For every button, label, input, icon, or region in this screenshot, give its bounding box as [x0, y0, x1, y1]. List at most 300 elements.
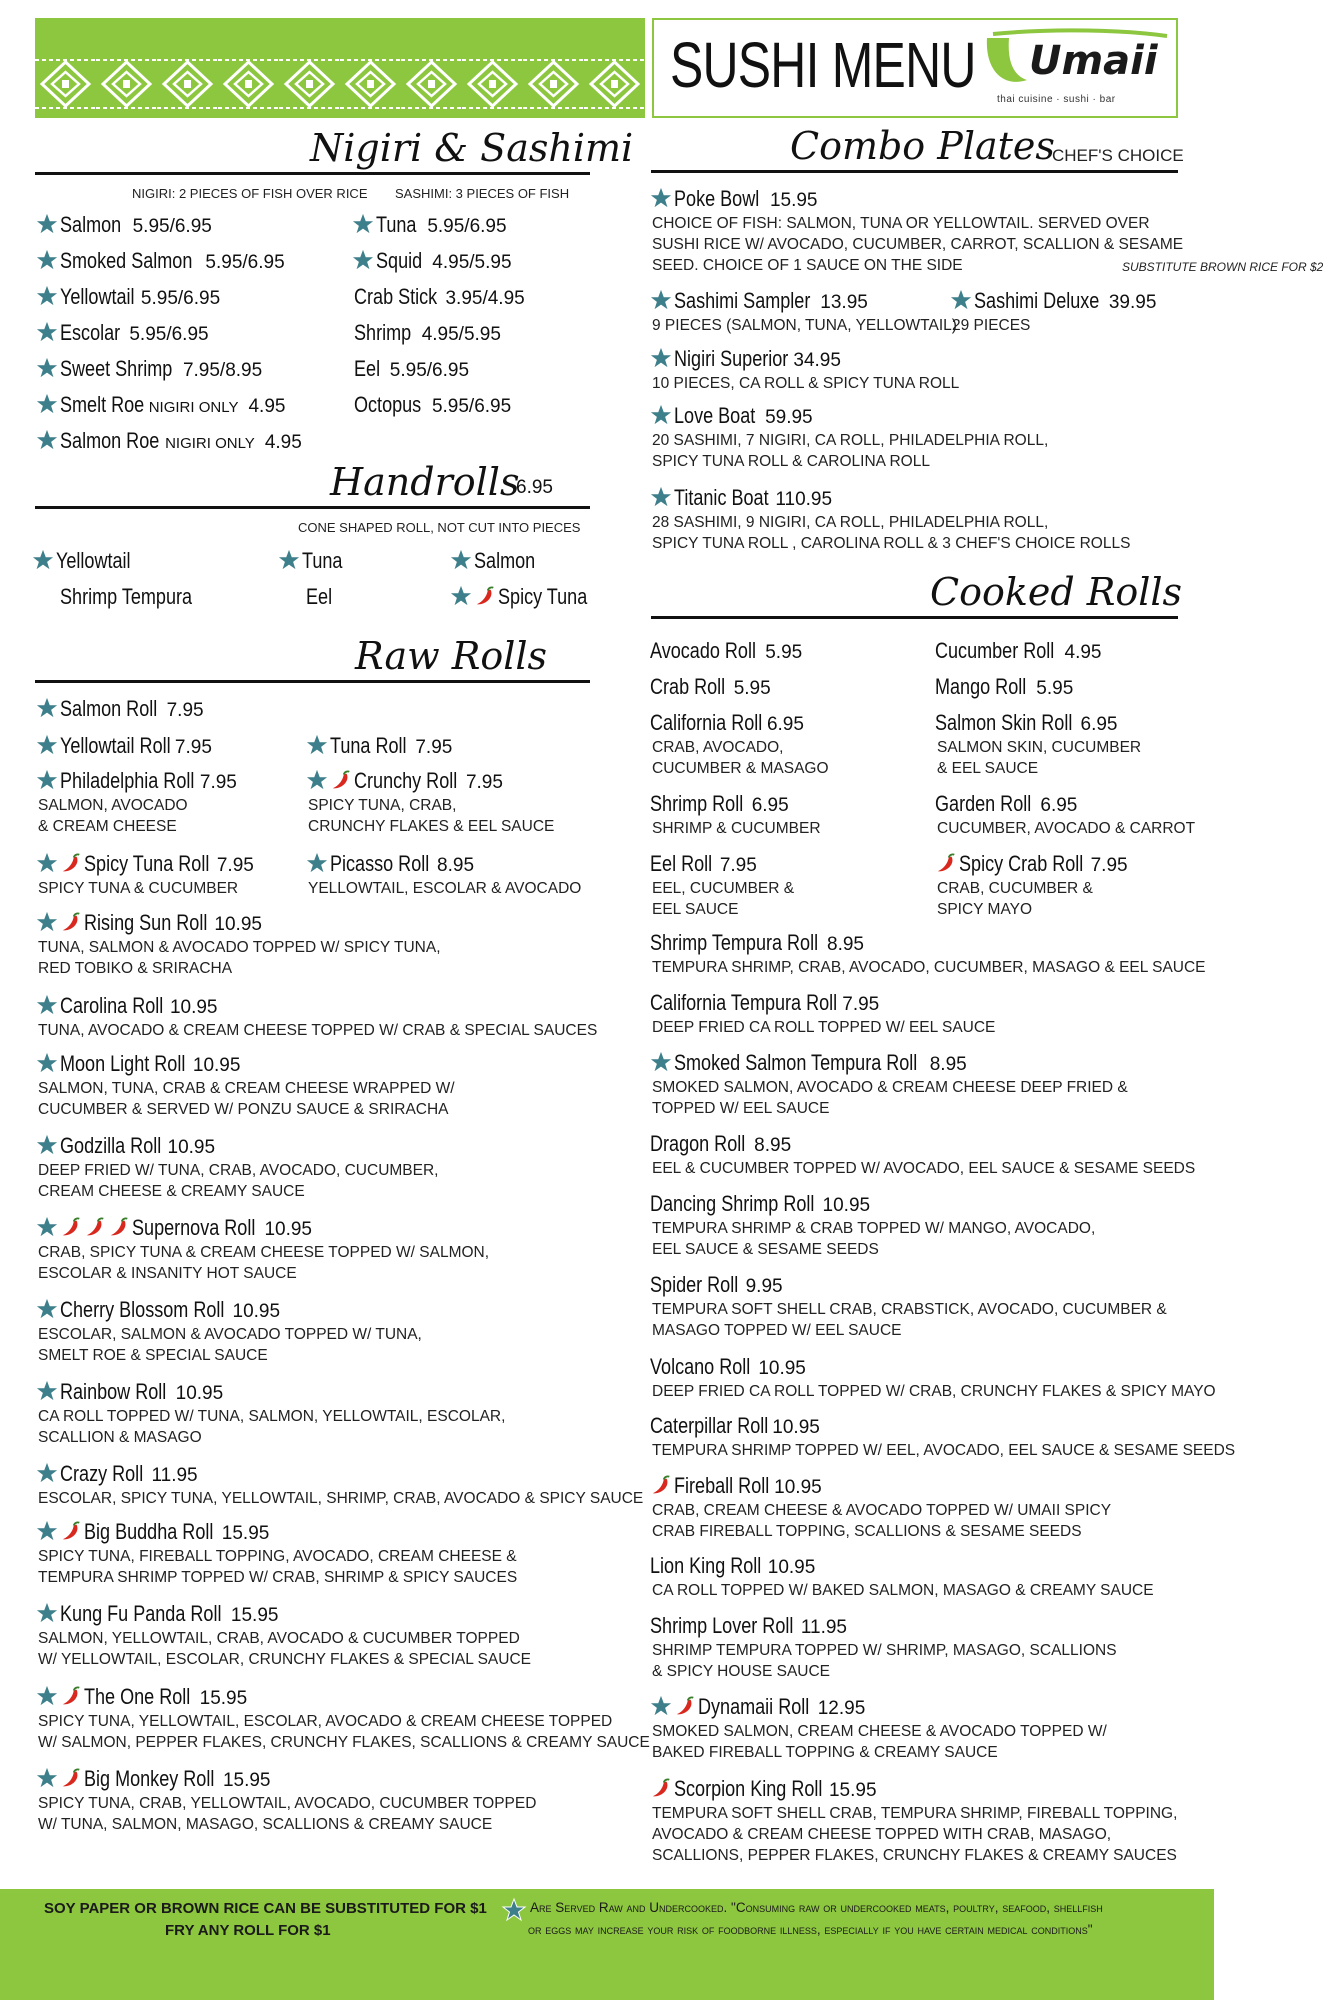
- cooked-roll-item: [650, 1413, 820, 1439]
- item-price: 5.95/6.95: [140, 288, 221, 309]
- chili-pepper-icon: [60, 1216, 82, 1238]
- chili-pepper-icon: [330, 769, 352, 791]
- item-description: SPICY TUNA, FIREBALL TOPPING, AVOCADO, CREAM CHEESE &: [38, 1548, 517, 1565]
- chili-pepper-icon: [935, 852, 957, 874]
- raw-roll-item: [36, 1766, 271, 1792]
- item-name: Salmon: [60, 212, 122, 237]
- item-description: BAKED FIREBALL TOPPING & CREAMY SAUCE: [652, 1744, 998, 1761]
- item-name: Salmon Roll: [60, 696, 158, 721]
- item-description: ESCOLAR, SPICY TUNA, YELLOWTAIL, SHRIMP, CRAB, AVOCADO & SPICY SAUCE: [38, 1490, 644, 1507]
- item-price: 13.95: [820, 292, 868, 313]
- item-name: California Roll: [650, 710, 763, 735]
- star-icon: [650, 1695, 672, 1717]
- item-name: The One Roll: [84, 1684, 191, 1709]
- item-description: SPICY TUNA & CUCUMBER: [38, 880, 239, 897]
- item-description: & SPICY HOUSE SAUCE: [652, 1663, 831, 1680]
- item-description: RED TOBIKO & SRIRACHA: [38, 960, 233, 977]
- item-price: 39.95: [1108, 292, 1157, 313]
- cooked-roll-item: [935, 638, 1101, 664]
- cooked-roll-item: [650, 1694, 865, 1720]
- item-price: 34.95: [793, 350, 841, 371]
- item-price: 5.95: [1036, 678, 1074, 699]
- item-name: Caterpillar Roll: [650, 1413, 769, 1438]
- item-price: 5.95/6.95: [205, 252, 285, 273]
- section-heading-raw-rolls: Raw Rolls: [355, 634, 548, 678]
- chili-pepper-icon: [650, 1777, 672, 1799]
- item-price: 15.95: [828, 1780, 877, 1801]
- item-name: Crab Roll: [650, 674, 726, 699]
- item-description: 10 PIECES, CA ROLL & SPICY TUNA ROLL: [652, 375, 960, 392]
- star-icon: [36, 852, 58, 874]
- item-name: Nigiri Superior: [674, 346, 789, 371]
- item-price: 10.95: [822, 1195, 871, 1216]
- raw-roll-item: [36, 1051, 240, 1077]
- item-price: 110.95: [775, 489, 833, 510]
- item-description: CUCUMBER & MASAGO: [652, 760, 829, 777]
- handrolls-price: 6.95: [516, 477, 553, 498]
- nigiri-item: [36, 356, 262, 382]
- item-name: Crab Stick: [354, 284, 438, 309]
- item-name: Escolar: [60, 320, 121, 345]
- item-description: DEEP FRIED CA ROLL TOPPED W/ CRAB, CRUNCHY FLAKES & SPICY MAYO: [652, 1383, 1216, 1400]
- item-price: 6.95: [1040, 795, 1078, 816]
- item-description: TEMPURA SOFT SHELL CRAB, CRABSTICK, AVOCADO, CUCUMBER &: [652, 1301, 1167, 1318]
- section-heading-nigiri-rule: [35, 172, 590, 175]
- combo-item: [650, 186, 818, 212]
- star-icon: [36, 769, 58, 791]
- cooked-roll-item: [650, 990, 879, 1016]
- raw-roll-item: [306, 733, 452, 759]
- item-description: TOPPED W/ EEL SAUCE: [652, 1100, 830, 1117]
- star-icon: [36, 911, 58, 933]
- item-description: SPICY TUNA, YELLOWTAIL, ESCOLAR, AVOCADO & CREAM CHEESE TOPPED: [38, 1713, 613, 1730]
- item-name: Dynamaii Roll: [698, 1694, 810, 1719]
- handroll-item: [450, 548, 537, 574]
- item-description: CRUNCHY FLAKES & EEL SAUCE: [308, 818, 555, 835]
- item-price: 10.95: [169, 997, 218, 1018]
- item-name: Picasso Roll: [330, 851, 430, 876]
- item-description: SCALLION & MASAGO: [38, 1429, 202, 1446]
- item-description: 29 PIECES: [952, 317, 1031, 334]
- item-name: Eel Roll: [650, 851, 713, 876]
- item-description: & CREAM CHEESE: [38, 818, 177, 835]
- item-name: Dragon Roll: [650, 1131, 746, 1156]
- item-price: 15.95: [769, 190, 818, 211]
- item-price: 6.95: [1080, 714, 1118, 735]
- item-price: 5.95: [765, 642, 803, 663]
- footer-fry-note: FRY ANY ROLL FOR $1: [165, 1922, 331, 1939]
- item-price: 10.95: [175, 1383, 224, 1404]
- item-name: Sweet Shrimp: [60, 356, 173, 381]
- section-heading-combo: Combo Plates: [790, 124, 1055, 168]
- item-description: SMELT ROE & SPECIAL SAUCE: [38, 1347, 268, 1364]
- item-price: 7.95: [1090, 855, 1128, 876]
- cooked-roll-item: [650, 1776, 877, 1802]
- item-price: 15.95: [199, 1688, 248, 1709]
- star-icon: [36, 1052, 58, 1074]
- cooked-roll-item: [935, 851, 1128, 877]
- raw-roll-item: [36, 910, 262, 936]
- star-icon: [306, 852, 328, 874]
- item-price: 8.95: [437, 855, 475, 876]
- item-description: 9 PIECES (SALMON, TUNA, YELLOWTAIL): [652, 317, 957, 334]
- item-name: Fireball Roll: [674, 1473, 770, 1498]
- star-icon: [306, 734, 328, 756]
- item-name: Godzilla Roll: [60, 1133, 162, 1158]
- item-description: EEL, CUCUMBER &: [652, 880, 795, 897]
- item-name: Philadelphia Roll: [60, 768, 195, 793]
- handroll-item: [450, 584, 587, 610]
- chili-pepper-icon: [84, 1216, 106, 1238]
- item-name: Crazy Roll: [60, 1461, 144, 1486]
- item-price: 10.95: [232, 1301, 281, 1322]
- item-price: 15.95: [221, 1523, 270, 1544]
- item-description: SALMON SKIN, CUCUMBER: [937, 739, 1142, 756]
- item-price: 5.95: [733, 678, 771, 699]
- item-price: 3.95/4.95: [445, 288, 525, 309]
- item-price: 4.95: [248, 396, 286, 417]
- item-description: SPICY TUNA ROLL & CAROLINA ROLL: [652, 453, 930, 470]
- item-price: 59.95: [765, 407, 813, 428]
- item-description: EEL SAUCE: [652, 901, 739, 918]
- item-description: W/ SALMON, PEPPER FLAKES, CRUNCHY FLAKES, SCALLIONS & CREAMY SAUCE: [38, 1734, 650, 1751]
- item-description: SMOKED SALMON, AVOCADO & CREAM CHEESE DEEP FRIED &: [652, 1079, 1128, 1096]
- star-icon: [278, 549, 300, 571]
- item-name: Smelt Roe: [60, 392, 145, 417]
- star-icon: [32, 549, 54, 571]
- star-icon: [36, 1602, 58, 1624]
- star-icon: [650, 187, 672, 209]
- item-name: Titanic Boat: [674, 485, 769, 510]
- star-icon: [450, 585, 472, 607]
- item-price: 11.95: [151, 1465, 198, 1486]
- page-title: SUSHI MENU: [670, 29, 976, 101]
- item-description: SHRIMP TEMPURA TOPPED W/ SHRIMP, MASAGO, SCALLIONS: [652, 1642, 1117, 1659]
- combo-item: [650, 288, 868, 314]
- star-icon: [36, 1134, 58, 1156]
- star-icon: [650, 347, 672, 369]
- raw-roll-item: [306, 851, 474, 877]
- chili-pepper-icon: [674, 1695, 696, 1717]
- item-description: TEMPURA SHRIMP TOPPED W/ EEL, AVOCADO, EEL SAUCE & SESAME SEEDS: [652, 1442, 1236, 1459]
- item-name: Lion King Roll: [650, 1553, 762, 1578]
- item-price: 4.95/5.95: [432, 252, 512, 273]
- item-name: Rainbow Roll: [60, 1379, 167, 1404]
- cooked-roll-item: [935, 791, 1077, 817]
- item-name: Squid: [376, 248, 423, 273]
- cooked-roll-item: [650, 1354, 806, 1380]
- handroll-item: [60, 584, 193, 610]
- star-icon: [650, 289, 672, 311]
- item-name: Kung Fu Panda Roll: [60, 1601, 222, 1626]
- cooked-roll-item: [650, 1473, 822, 1499]
- star-icon: [36, 393, 58, 415]
- item-price: 10.95: [167, 1137, 216, 1158]
- chili-pepper-icon: [60, 1685, 82, 1707]
- item-description: CRAB, CREAM CHEESE & AVOCADO TOPPED W/ UMAII SPICY: [652, 1502, 1112, 1519]
- item-description: SPICY MAYO: [937, 901, 1033, 918]
- item-name: Mango Roll: [935, 674, 1027, 699]
- nigiri-item: [354, 392, 511, 418]
- item-name: Salmon Skin Roll: [935, 710, 1073, 735]
- item-price: 11.95: [800, 1617, 847, 1638]
- chili-pepper-icon: [60, 1767, 82, 1789]
- star-icon: [36, 249, 58, 271]
- cooked-roll-item: [650, 851, 757, 877]
- star-icon: [950, 289, 972, 311]
- item-description: DEEP FRIED CA ROLL TOPPED W/ EEL SAUCE: [652, 1019, 996, 1036]
- item-price: 12.95: [817, 1698, 866, 1719]
- item-price: 10.95: [772, 1417, 820, 1438]
- item-name: Sashimi Sampler: [674, 288, 811, 313]
- star-icon: [36, 285, 58, 307]
- handroll-item: [278, 548, 343, 574]
- item-description: DEEP FRIED W/ TUNA, CRAB, AVOCADO, CUCUMBER,: [38, 1162, 439, 1179]
- item-price: 7.95: [719, 855, 757, 876]
- item-description: 28 SASHIMI, 9 NIGIRI, CA ROLL, PHILADELPHIA ROLL,: [652, 514, 1049, 531]
- star-icon: [36, 1380, 58, 1402]
- section-heading-handrolls: Handrolls: [330, 460, 520, 504]
- item-name: Shrimp Lover Roll: [650, 1613, 794, 1638]
- nigiri-item: [36, 428, 302, 454]
- handrolls-note: CONE SHAPED ROLL, NOT CUT INTO PIECES: [298, 520, 581, 535]
- item-description: SEED. CHOICE OF 1 SAUCE ON THE SIDE: [652, 257, 963, 274]
- item-name: Yellowtail Roll: [60, 733, 171, 758]
- item-name: Garden Roll: [935, 791, 1032, 816]
- item-description: TEMPURA SHRIMP, CRAB, AVOCADO, CUCUMBER, MASAGO & EEL SAUCE: [652, 959, 1206, 976]
- item-description: TEMPURA SHRIMP TOPPED W/ CRAB, SHRIMP & SPICY SAUCES: [38, 1569, 518, 1586]
- item-price: 15.95: [222, 1770, 271, 1791]
- item-name: Tuna: [302, 548, 343, 573]
- item-price: 5.95/6.95: [129, 324, 209, 345]
- nigiri-item: [354, 320, 501, 346]
- item-name: Eel: [354, 356, 381, 381]
- footer-substitution-note: SOY PAPER OR BROWN RICE CAN BE SUBSTITUTED FOR $1: [44, 1900, 487, 1917]
- item-name: Salmon: [474, 548, 536, 573]
- item-description: SPICY TUNA, CRAB, YELLOWTAIL, AVOCADO, CUCUMBER TOPPED: [38, 1795, 537, 1812]
- item-name: Shrimp: [354, 320, 412, 345]
- combo-item: [650, 485, 832, 511]
- item-description: CRAB, CUCUMBER &: [937, 880, 1093, 897]
- item-name: Big Monkey Roll: [84, 1766, 215, 1791]
- item-description: MASAGO TOPPED W/ EEL SAUCE: [652, 1322, 902, 1339]
- item-name: Dancing Shrimp Roll: [650, 1191, 815, 1216]
- section-heading-cooked-rolls: Cooked Rolls: [930, 570, 1183, 614]
- logo-word: Umaii: [1029, 38, 1158, 84]
- raw-roll-item: [36, 733, 212, 759]
- logo-subtitle: thai cuisine · sushi · bar: [997, 94, 1116, 105]
- star-icon: [352, 213, 374, 235]
- item-description: TEMPURA SHRIMP & CRAB TOPPED W/ MANGO, AVOCADO,: [652, 1220, 1096, 1237]
- footer-raw-warning-2: or eggs may increase your risk of foodborne illness, especially if you have certain medical conditions": [528, 1922, 1093, 1937]
- raw-roll-item: [36, 696, 204, 722]
- cooked-roll-item: [650, 710, 804, 736]
- item-price: 7.95/8.95: [182, 360, 263, 381]
- item-tag: NIGIRI ONLY: [148, 399, 239, 416]
- star-icon: [502, 1898, 526, 1922]
- item-description: CRAB FIREBALL TOPPING, SCALLIONS & SESAME SEEDS: [652, 1523, 1082, 1540]
- footer-raw-warning-1: Are Served Raw and Undercooked. "Consuming raw or undercooked meats, poultry, seafood, shellfish: [530, 1900, 1103, 1915]
- raw-roll-item: [36, 1133, 215, 1159]
- star-icon: [36, 1520, 58, 1542]
- item-name: Moon Light Roll: [60, 1051, 186, 1076]
- section-heading-cooked-rolls-rule: [651, 616, 1178, 619]
- cooked-roll-item: [650, 674, 771, 700]
- item-name: Sashimi Deluxe: [974, 288, 1100, 313]
- item-description: EEL SAUCE & SESAME SEEDS: [652, 1241, 879, 1258]
- item-name: Avocado Roll: [650, 638, 756, 663]
- item-name: Poke Bowl: [674, 186, 760, 211]
- cooked-roll-item: [935, 710, 1118, 736]
- item-description: CRAB, SPICY TUNA & CREAM CHEESE TOPPED W/ SALMON,: [38, 1244, 490, 1261]
- item-description: ESCOLAR & INSANITY HOT SAUCE: [38, 1265, 297, 1282]
- item-price: 8.95: [754, 1135, 792, 1156]
- cooked-roll-item: [650, 1050, 967, 1076]
- item-description: SPICY TUNA ROLL , CAROLINA ROLL & 3 CHEF'S CHOICE ROLLS: [652, 535, 1131, 552]
- item-description: SHRIMP & CUCUMBER: [652, 820, 821, 837]
- combo-item: [650, 403, 813, 429]
- item-name: Yellowtail: [60, 284, 135, 309]
- item-description: EEL & CUCUMBER TOPPED W/ AVOCADO, EEL SAUCE & SESAME SEEDS: [652, 1160, 1196, 1177]
- handroll-item: [32, 548, 131, 574]
- item-name: Smoked Salmon: [60, 248, 193, 273]
- raw-roll-item: [36, 1684, 247, 1710]
- item-price: 10.95: [214, 914, 262, 935]
- item-name: Volcano Roll: [650, 1354, 751, 1379]
- raw-roll-item: [36, 1297, 280, 1323]
- item-description: TUNA, AVOCADO & CREAM CHEESE TOPPED W/ CRAB & SPECIAL SAUCES: [38, 1022, 598, 1039]
- chili-pepper-icon: [60, 911, 82, 933]
- item-name: Cucumber Roll: [935, 638, 1055, 663]
- chili-pepper-icon: [474, 585, 496, 607]
- item-name: Shrimp Tempura: [60, 584, 193, 609]
- star-icon: [36, 321, 58, 343]
- item-description: & EEL SAUCE: [937, 760, 1039, 777]
- item-description: W/ TUNA, SALMON, MASAGO, SCALLIONS & CREAMY SAUCE: [38, 1816, 493, 1833]
- star-icon: [36, 1462, 58, 1484]
- star-icon: [352, 249, 374, 271]
- section-heading-handrolls-rule: [35, 506, 590, 509]
- cooked-roll-item: [650, 930, 864, 956]
- nigiri-item: [36, 284, 220, 310]
- cooked-roll-item: [650, 1272, 783, 1298]
- item-description: SPICY TUNA, CRAB,: [308, 797, 457, 814]
- nigiri-item: [354, 284, 525, 310]
- item-name: Cherry Blossom Roll: [60, 1297, 225, 1322]
- cooked-roll-item: [650, 1131, 791, 1157]
- item-price: 7.95: [842, 994, 880, 1015]
- handroll-item: [306, 584, 332, 610]
- cooked-roll-item: [650, 791, 789, 817]
- item-description: 20 SASHIMI, 7 NIGIRI, CA ROLL, PHILADELPHIA ROLL,: [652, 432, 1049, 449]
- item-description: SUSHI RICE W/ AVOCADO, CUCUMBER, CARROT, SCALLION & SESAME: [652, 236, 1184, 253]
- raw-roll-item: [36, 1215, 312, 1241]
- item-name: Spicy Tuna Roll: [84, 851, 210, 876]
- section-heading-combo-rule: [651, 170, 1178, 173]
- item-name: Crunchy Roll: [354, 768, 458, 793]
- item-description: SCALLIONS, PEPPER FLAKES, CRUNCHY FLAKES & CREAMY SAUCES: [652, 1847, 1177, 1864]
- star-icon: [36, 1216, 58, 1238]
- item-price: 7.95: [174, 737, 212, 758]
- item-description: CRAB, AVOCADO,: [652, 739, 784, 756]
- chili-pepper-icon: [108, 1216, 130, 1238]
- item-description: TEMPURA SOFT SHELL CRAB, TEMPURA SHRIMP, FIREBALL TOPPING,: [652, 1805, 1178, 1822]
- item-description: CUCUMBER, AVOCADO & CARROT: [937, 820, 1196, 837]
- item-price: 5.95/6.95: [427, 216, 507, 237]
- star-icon: [36, 1685, 58, 1707]
- cooked-roll-item: [650, 1191, 870, 1217]
- item-price: 7.95: [415, 737, 453, 758]
- item-price: 6.95: [751, 795, 789, 816]
- star-icon: [306, 769, 328, 791]
- star-icon: [450, 549, 472, 571]
- item-price: 5.95/6.95: [431, 396, 512, 417]
- item-price: 8.95: [929, 1054, 967, 1075]
- item-name: Tuna Roll: [330, 733, 407, 758]
- cooked-roll-item: [935, 674, 1073, 700]
- raw-roll-item: [36, 1519, 269, 1545]
- item-name: Eel: [306, 584, 333, 609]
- item-name: Scorpion King Roll: [674, 1776, 823, 1801]
- item-price: 4.95: [264, 432, 302, 453]
- cooked-roll-item: [650, 1553, 815, 1579]
- item-name: Rising Sun Roll: [84, 910, 208, 935]
- raw-roll-item: [36, 1461, 198, 1487]
- star-icon: [650, 404, 672, 426]
- item-description: CHOICE OF FISH: SALMON, TUNA OR YELLOWTAIL. SERVED OVER: [652, 215, 1150, 232]
- nigiri-item: [36, 392, 285, 418]
- item-name: Shrimp Roll: [650, 791, 744, 816]
- item-price: 4.95: [1064, 642, 1102, 663]
- item-name: Tuna: [376, 212, 417, 237]
- sashimi-note: SASHIMI: 3 PIECES OF FISH: [395, 186, 570, 201]
- item-name: Big Buddha Roll: [84, 1519, 214, 1544]
- item-description: CREAM CHEESE & CREAMY SAUCE: [38, 1183, 305, 1200]
- star-icon: [650, 486, 672, 508]
- item-description: CA ROLL TOPPED W/ BAKED SALMON, MASAGO & CREAMY SAUCE: [652, 1582, 1154, 1599]
- item-description: TUNA, SALMON & AVOCADO TOPPED W/ SPICY TUNA,: [38, 939, 441, 956]
- nigiri-item: [36, 320, 209, 346]
- star-icon: [36, 697, 58, 719]
- item-description: YELLOWTAIL, ESCOLAR & AVOCADO: [308, 880, 582, 897]
- item-name: Octopus: [354, 392, 422, 417]
- item-price: 10.95: [774, 1477, 822, 1498]
- chili-pepper-icon: [650, 1474, 672, 1496]
- raw-roll-item: [36, 1601, 278, 1627]
- item-price: 7.95: [199, 772, 237, 793]
- item-description: SALMON, AVOCADO: [38, 797, 188, 814]
- item-description: W/ YELLOWTAIL, ESCOLAR, CRUNCHY FLAKES & SPECIAL SAUCE: [38, 1651, 531, 1668]
- star-icon: [36, 1767, 58, 1789]
- item-name: Yellowtail: [56, 548, 131, 573]
- item-description: SALMON, TUNA, CRAB & CREAM CHEESE WRAPPED W/: [38, 1080, 455, 1097]
- item-name: Spicy Crab Roll: [959, 851, 1084, 876]
- item-name: Love Boat: [674, 403, 756, 428]
- item-description: SALMON, YELLOWTAIL, CRAB, AVOCADO & CUCUMBER TOPPED: [38, 1630, 520, 1647]
- cooked-roll-item: [650, 1613, 847, 1639]
- item-name: Spider Roll: [650, 1272, 739, 1297]
- item-price: 8.95: [827, 934, 864, 955]
- item-description: CUCUMBER & SERVED W/ PONZU SAUCE & SRIRACHA: [38, 1101, 449, 1118]
- item-price: 4.95/5.95: [421, 324, 501, 345]
- cooked-roll-item: [650, 638, 802, 664]
- star-icon: [36, 357, 58, 379]
- item-description: CA ROLL TOPPED W/ TUNA, SALMON, YELLOWTAIL, ESCOLAR,: [38, 1408, 506, 1425]
- nigiri-item: [36, 212, 212, 238]
- section-heading-nigiri: Nigiri & Sashimi: [310, 126, 634, 170]
- item-note: SUBSTITUTE BROWN RICE FOR $2: [1122, 260, 1323, 274]
- raw-roll-item: [36, 851, 254, 877]
